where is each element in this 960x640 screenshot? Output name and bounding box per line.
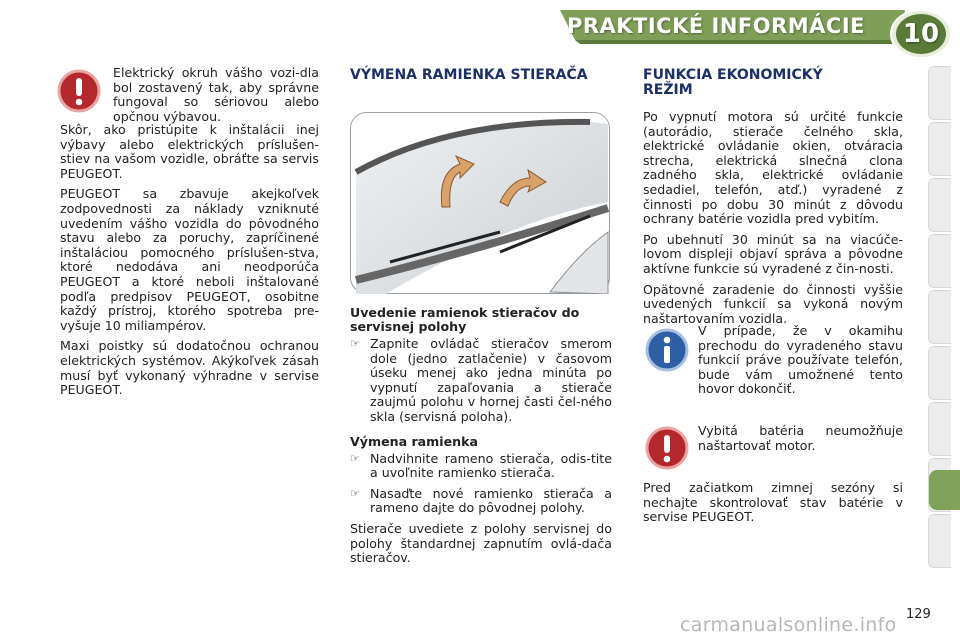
chapter-tab[interactable]: [928, 346, 951, 400]
page-title: PRAKTICKÉ INFORMÁCIE: [566, 14, 865, 38]
paragraph: Skôr, ako pristúpite k inštalácii inej výbavy alebo elektrických príslušen-stiev na vašom vozidle, obráťte sa servis PEUGEOT.: [60, 122, 319, 181]
chapter-number: 10: [902, 19, 940, 49]
paragraph: Po vypnutí motora sú určité funkcie (autorádio, stierače čelného skla, elektrické ovládanie okien, otváracia strecha, elektrická slnečná clona zadného skla, elektrické ovládanie sedadiel, telefón, atď.) vyradené z činnosti po dobu 30 minút z dôvodu ochrany batérie vozidla pred vybitím.: [643, 109, 903, 227]
subsection-title: Výmena ramienka: [350, 433, 478, 449]
paragraph: PEUGEOT sa zbavuje akejkoľvek zodpovednosti za náklady vzniknuté uvedením vášho vozidla do pôvodného stavu alebo za poruchy, zapríčinené inštaláciou pomocného príslušen-stva, ktoré nedodáva ani neodporúča PEUGEOT a ktoré neboli inštalované podľa predpisov PEUGEOT, osobitne každý prístroj, ktorého spotreba pre-vyšuje 10 miliampérov.: [60, 186, 319, 333]
windscreen-wiper-illustration: [350, 112, 610, 298]
middle-column-heading: [350, 68, 590, 83]
active-chapter-tab[interactable]: [929, 470, 960, 510]
electrical-warning-note: Elektrický okruh vášho vozi-dla bol zostavený tak, aby správne fungoval so sériovou alebo opčnou výbavou.: [113, 65, 319, 124]
instruction-item: [350, 337, 612, 425]
chapter-tab[interactable]: [928, 122, 951, 176]
instruction-text: Nasaďte nové ramienko stierača a rameno dajte do pôvodnej polohy.: [370, 485, 612, 516]
section-title: FUNKCIA EKONOMICKÝ REŽIM: [643, 67, 823, 98]
pointing-hand-icon: ☞: [350, 486, 360, 500]
right-column: [643, 68, 903, 332]
paragraph: Opätovné zaradenie do činnosti vyššie uvedených funkcií sa vykoná novým naštartovaním vozidla.: [643, 281, 903, 326]
instruction-text: Nadvihnite rameno stierača, odis-tite a uvoľnite ramienko stierača.: [370, 450, 612, 481]
middle-column: [350, 306, 612, 572]
instruction-item: [350, 452, 612, 481]
paragraph: Po ubehnutí 30 minút sa na viacúče-lovom displeji objaví správa a pôvodne aktívne funkcie sú vyradené z čin-nosti.: [643, 231, 903, 276]
paragraph: Stierače uvediete z polohy servisnej do polohy štandardnej zapnutím ovlá-dača stieračov.: [350, 520, 612, 566]
page-header: [0, 0, 960, 48]
winter-battery-note: Pred začiatkom zimnej sezóny si nechajte skontrolovať stav batérie v servise PEUGEOT.: [643, 480, 903, 525]
phone-info-note: V prípade, že v okamihu prechodu do vyradeného stavu funkcií práve používate telefón, bude vám umožnené tento hovor dokončiť.: [698, 323, 903, 397]
battery-warning-note: Vybitá batéria neumožňuje naštartovať motor.: [698, 423, 903, 453]
chapter-tab[interactable]: [928, 66, 951, 120]
subsection-title: Uvedenie ramienok stieračov do servisnej polohy: [350, 305, 580, 334]
chapter-tab[interactable]: [928, 514, 951, 568]
instruction-text: Zapnite ovládač stieračov smerom dole (jedno zatlačenie) v časovom úseku menej ako jedna minúta po vypnutí zapaľovania a stierače zaujmú polohu v hornej časti čel-ného skla (servisná poloha).: [370, 336, 612, 424]
warning-icon: [56, 68, 102, 118]
header-bar-shadow: [575, 40, 898, 44]
chapter-tab[interactable]: [928, 234, 951, 288]
section-title: VÝMENA RAMIENKA STIERAČA: [350, 67, 588, 83]
warning-icon: [644, 425, 690, 475]
pointing-hand-icon: ☞: [350, 337, 360, 350]
chapter-tab[interactable]: [928, 290, 951, 344]
chapter-tab[interactable]: [928, 178, 951, 232]
watermark: carmanualsonline.info: [680, 614, 897, 636]
pointing-hand-icon: ☞: [350, 451, 360, 465]
info-icon: [644, 327, 690, 377]
left-column: [60, 123, 319, 404]
paragraph: Maxi poistky sú dodatočnou ochranou elektrických systémov. Akýkoľvek zásah musí byť vykonaný výhradne v servise PEUGEOT.: [60, 338, 319, 398]
chapter-tab[interactable]: [928, 402, 951, 456]
instruction-item: [350, 487, 612, 516]
page-number: 129: [906, 607, 931, 622]
